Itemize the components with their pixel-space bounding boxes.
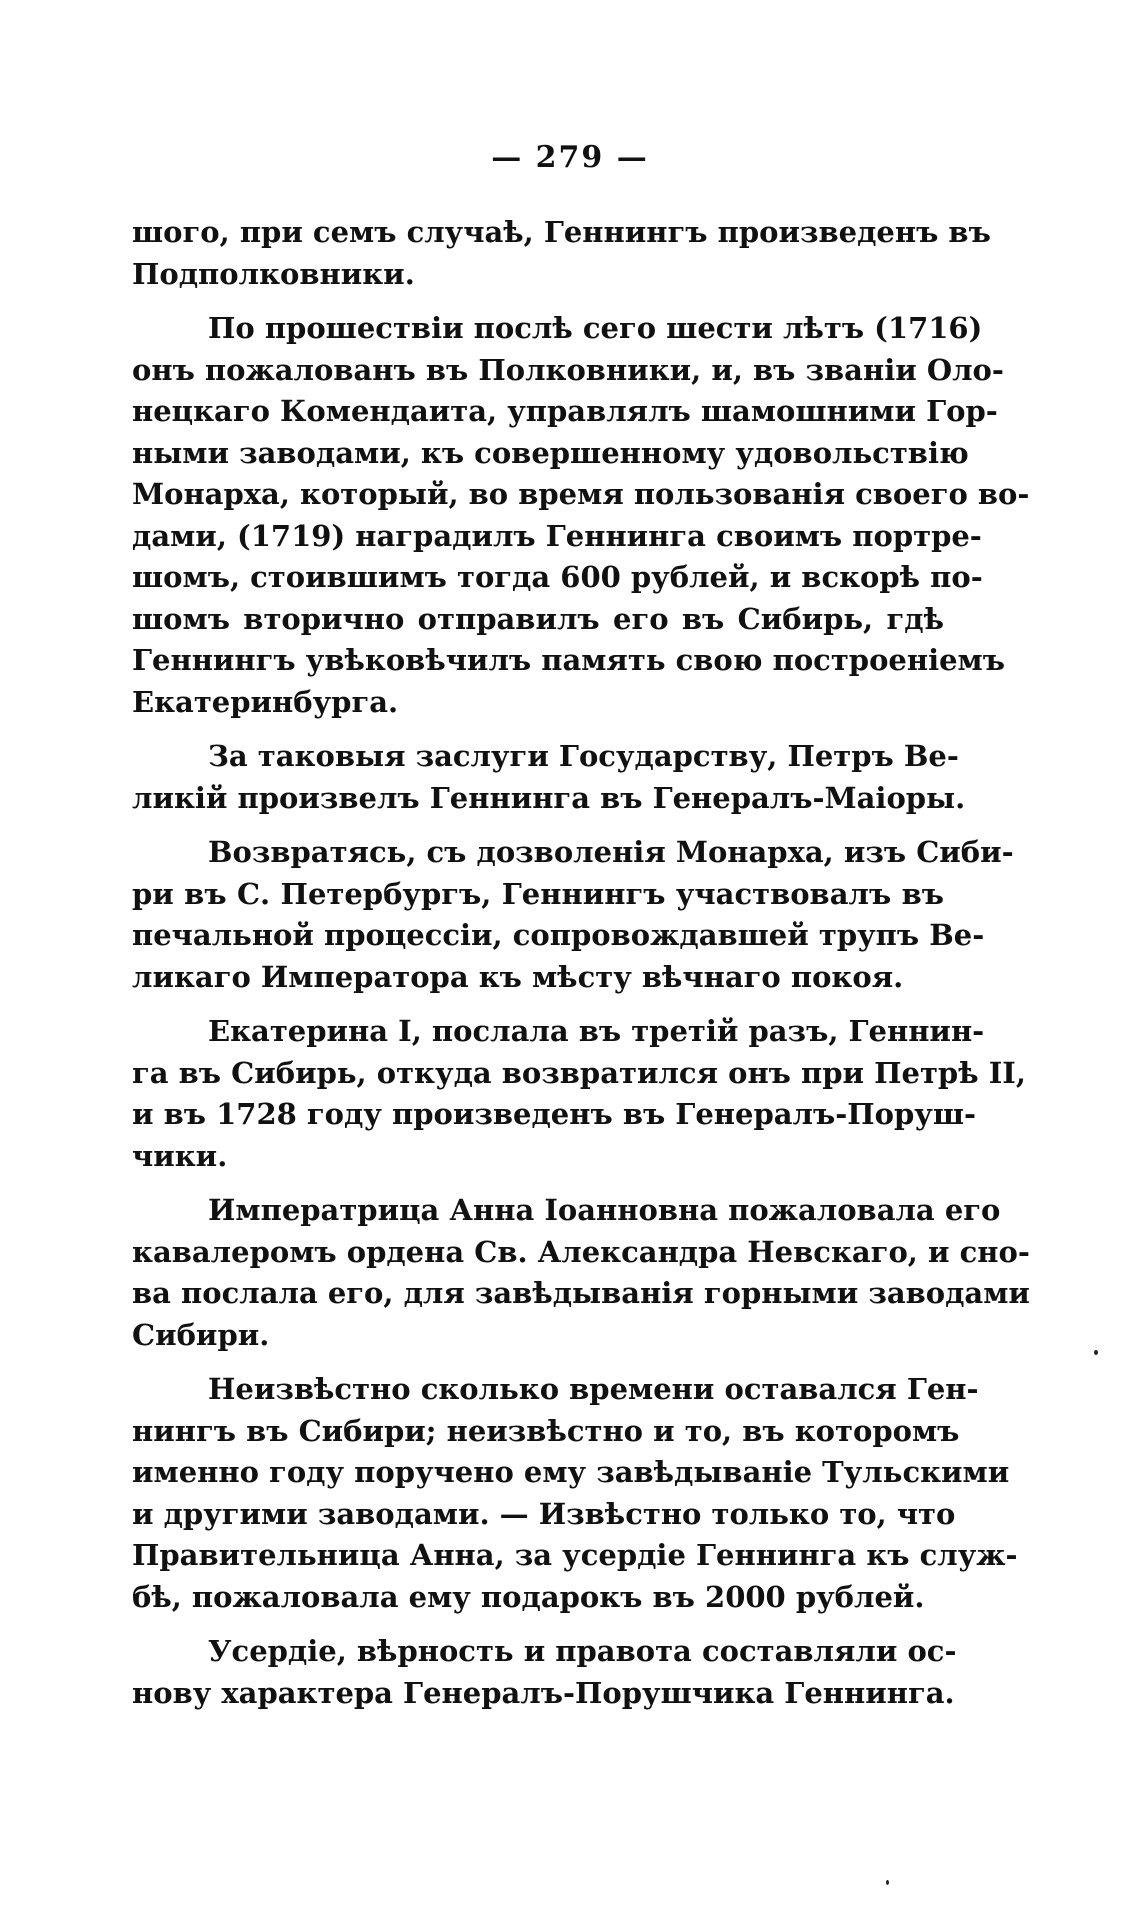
paragraph xyxy=(132,212,991,295)
paragraph xyxy=(132,308,1030,723)
text-line: и другими заводами. — Извѣстно только то, что xyxy=(132,1496,956,1531)
text-line: дами, (1719) наградилъ Геннинга своимъ портре- xyxy=(132,518,982,553)
text-line: ликій произвелъ Геннинга въ Генералъ-Маіоры. xyxy=(132,780,966,815)
text-line: ликаго Императора къ мѣсту вѣчнаго покоя. xyxy=(132,959,904,994)
text-line: ри въ С. Петербургъ, Геннингъ участвовалъ въ xyxy=(132,876,944,911)
text-line: нингъ въ Сибири; неизвѣстно и то, въ которомъ xyxy=(132,1413,960,1448)
paragraph xyxy=(132,1631,957,1714)
text-line: За таковыя заслуги Государству, Петръ Ве- xyxy=(208,739,959,773)
text-line: нецкаго Комендаита, управлялъ шамошними Гор- xyxy=(132,394,998,428)
text-line: кавалеромъ ордена Св. Александра Невскаго, и сно- xyxy=(132,1234,1030,1269)
text-line: ва послала его, для завѣдыванія горными заводами xyxy=(132,1276,1030,1310)
text-line: Подполковники. xyxy=(132,256,415,291)
paragraph xyxy=(132,1011,1026,1177)
text-line: Неизвѣстно сколько времени оставался Ген- xyxy=(208,1372,979,1406)
paragraph xyxy=(132,736,966,819)
text-line: чики. xyxy=(132,1138,228,1173)
text-line: именно году поручено ему завѣдываніе Тульскими xyxy=(132,1455,1010,1489)
text-line: шого, при семъ случаѣ, Геннингъ произведенъ въ xyxy=(132,215,991,249)
paragraph xyxy=(132,832,1014,998)
text-line: Екатерина I, послала въ третій разъ, Геннин- xyxy=(208,1014,985,1048)
text-line: шомъ, стоившимъ тогда 600 рублей, и вскорѣ по- xyxy=(132,560,983,594)
text-line: бѣ, пожаловала ему подарокъ въ 2000 рублей. xyxy=(132,1579,925,1614)
text-line: онъ пожалованъ въ Полковники, и, въ званіи Оло- xyxy=(132,352,1004,387)
text-line: Геннингъ увѣковѣчилъ память свою построеніемъ xyxy=(132,643,1005,677)
text-line: Усердіе, вѣрность и правота составляли ос- xyxy=(208,1634,957,1668)
text-line: и въ 1728 году произведенъ въ Генералъ-Поруш- xyxy=(132,1097,977,1131)
text-line: Екатеринбурга. xyxy=(132,684,399,719)
text-line: Сибири. xyxy=(132,1317,270,1352)
text-line: Монарха, который, во время пользованія своего во- xyxy=(132,477,1030,511)
paragraph xyxy=(132,1190,1030,1356)
text-line: шомъ вторично отправилъ его въ Сибирь, гдѣ xyxy=(132,601,944,636)
text-line: га въ Сибирь, откуда возвратился онъ при Петрѣ II, xyxy=(132,1055,1026,1090)
page-number: — 279 — xyxy=(491,140,649,175)
text-line: Возвратясь, съ дозволенія Монарха, изъ Сиби- xyxy=(208,835,1014,869)
paragraph xyxy=(132,1369,1018,1618)
text-line: печальной процессіи, сопровождавшей трупъ Ве- xyxy=(132,918,985,952)
scan-speck xyxy=(886,1880,889,1885)
text-line: ными заводами, къ совершенному удовольствію xyxy=(132,435,969,470)
text-line: По прошествіи послѣ сего шести лѣтъ (1716) xyxy=(208,311,983,345)
scan-speck xyxy=(1094,1350,1098,1355)
text-line: Правительница Анна, за усердіе Геннинга къ служ- xyxy=(132,1538,1018,1572)
body-text xyxy=(132,212,1030,1714)
text-line: Императрица Анна Іоанновна пожаловала его xyxy=(208,1193,1001,1227)
text-line: нову характера Генералъ-Порушчика Геннинга. xyxy=(132,1675,955,1710)
